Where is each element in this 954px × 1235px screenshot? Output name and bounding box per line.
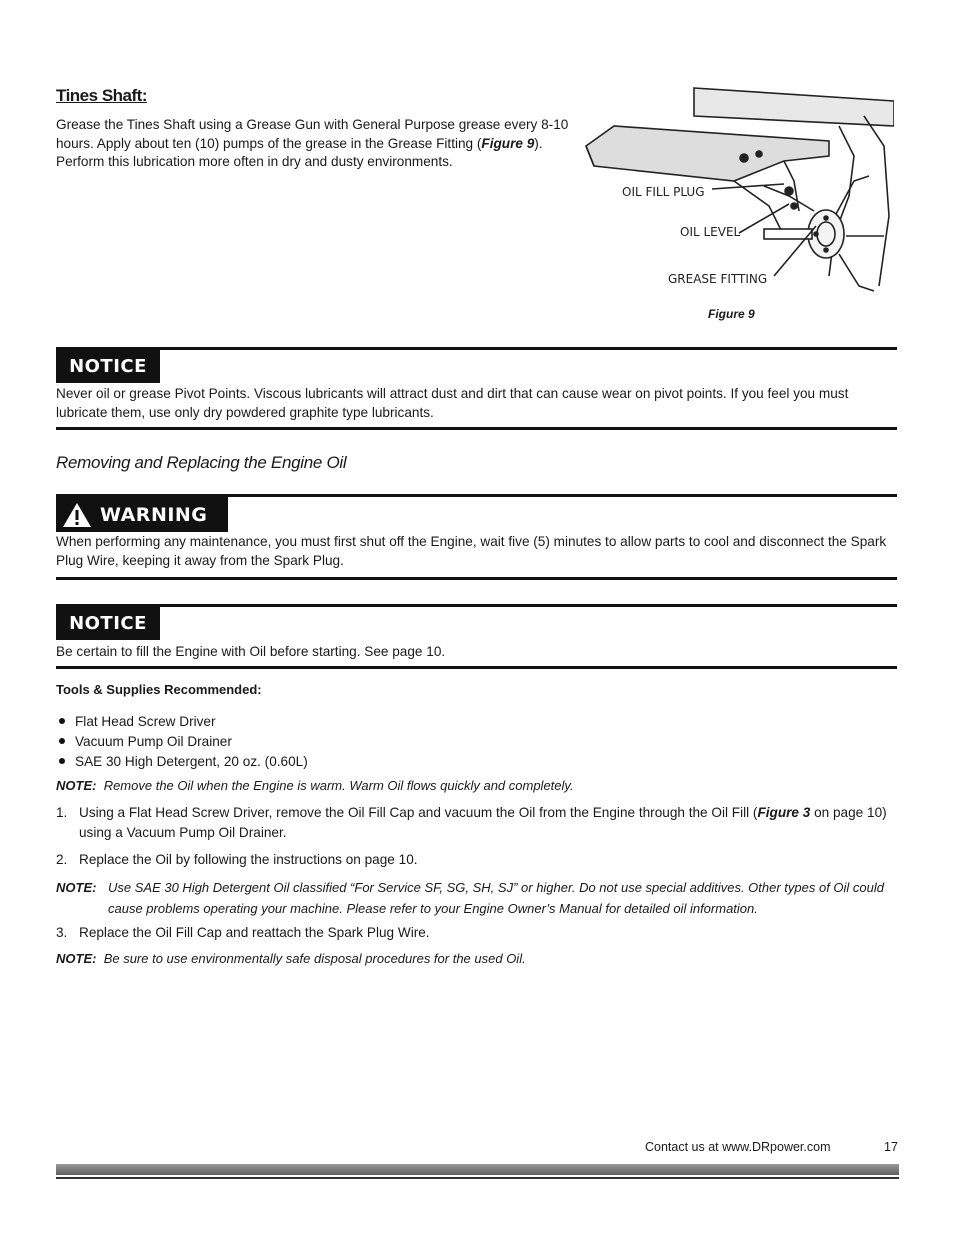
note-3	[56, 951, 897, 966]
notice-2-tag: NOTICE	[56, 607, 160, 640]
section-title: Tines Shaft:	[56, 86, 147, 105]
list-item	[56, 751, 308, 771]
tools-list	[56, 711, 308, 771]
notice-1-bottom-rule	[56, 427, 897, 430]
notice-2-bottom-rule	[56, 666, 897, 669]
list-item	[56, 711, 308, 731]
note-2	[56, 877, 897, 919]
subheading: Removing and Replacing the Engine Oil	[56, 453, 347, 472]
notice-2-top-rule	[56, 604, 897, 607]
note-1-text: Remove the Oil when the Engine is warm. Warm Oil flows quickly and completely.	[103, 778, 574, 793]
step-3-number: 3.	[56, 925, 68, 940]
figure-caption: Figure 9	[708, 307, 755, 321]
note-2-text: Use SAE 30 High Detergent Oil classified “For Service SF, SG, SH, SJ” or higher. Do not use special additives. Other types of Oil could cause problems operating your machine. Please refer to your Engine Owner’s Manual for detailed oil information.	[108, 880, 885, 916]
page-number: 17	[884, 1140, 898, 1154]
step-1	[56, 803, 897, 843]
figure-ref: Figure 9	[481, 135, 535, 151]
bullet-icon	[59, 758, 65, 764]
note-3-text: Be sure to use environmentally safe disposal procedures for the used Oil.	[103, 951, 526, 966]
notice-1-text: Never oil or grease Pivot Points. Viscous lubricants will attract dust and dirt that can cause wear on pivot points. If you feel you must lubricate them, use only dry powdered graphite type lubricants.	[56, 386, 849, 420]
label-oil-fill-plug: OIL FILL PLUG	[622, 185, 705, 199]
warning-tag	[56, 497, 228, 532]
step-2	[56, 850, 897, 870]
note-1-label: NOTE:	[56, 778, 97, 793]
step-1-text-start: Using a Flat Head Screw Driver, remove the Oil Fill Cap and vacuum the Oil from the Engine through the Oil Fill (	[79, 805, 758, 820]
footer-rule	[56, 1177, 899, 1179]
tools-label: Tools & Supplies Recommended:	[56, 682, 262, 697]
note-3-label: NOTE:	[56, 951, 97, 966]
step-2-text: Replace the Oil by following the instructions on page 10.	[79, 852, 418, 867]
step-3	[56, 923, 897, 943]
warning-bottom-rule	[56, 577, 897, 580]
note-1	[56, 778, 897, 793]
footer-bar	[56, 1164, 899, 1175]
list-item	[56, 731, 308, 751]
tines-text-end: ). Perform this lubrication more often in dry and dusty environments.	[56, 135, 543, 169]
warning-triangle-icon	[62, 502, 92, 528]
tiller-drawing	[584, 86, 894, 296]
notice-2-text: Be certain to fill the Engine with Oil before starting. See page 10.	[56, 644, 446, 659]
list-item-text: SAE 30 High Detergent, 20 oz. (0.60L)	[75, 753, 308, 769]
step-1-number: 1.	[56, 805, 68, 820]
tines-text-start: Grease the Tines Shaft using a Grease Gun with General Purpose grease every 8-10 hours. Apply about ten (10) pumps of the grease in the Grease Fitting (	[56, 117, 569, 151]
step-1-text-end: on page 10) using a Vacuum Pump Oil Drainer.	[79, 805, 887, 840]
list-item-text: Vacuum Pump Oil Drainer	[75, 733, 232, 749]
step-3-text: Replace the Oil Fill Cap and reattach the Spark Plug Wire.	[79, 925, 430, 940]
step-2-number: 2.	[56, 852, 68, 867]
notice-1-top-rule	[56, 347, 897, 350]
note-2-label: NOTE:	[56, 880, 97, 895]
label-grease-fitting: GREASE FITTING	[668, 272, 768, 286]
step-1-text	[79, 803, 897, 843]
label-oil-level: OIL LEVEL	[680, 225, 741, 239]
bullet-icon	[59, 718, 65, 724]
footer-contact: Contact us at www.DRpower.com	[645, 1140, 831, 1154]
warning-text: When performing any maintenance, you must first shut off the Engine, wait five (5) minutes to allow parts to cool and disconnect the Spark Plug Wire, keeping it away from the Spark Plug.	[56, 534, 887, 568]
bullet-icon	[59, 738, 65, 744]
warning-label: WARNING	[100, 503, 208, 526]
list-item-text: Flat Head Screw Driver	[75, 713, 216, 729]
tines-paragraph	[56, 116, 571, 172]
notice-1-tag: NOTICE	[56, 350, 160, 383]
step-1-figure-ref: Figure 3	[757, 805, 811, 820]
figure-9-illustration	[584, 86, 894, 296]
